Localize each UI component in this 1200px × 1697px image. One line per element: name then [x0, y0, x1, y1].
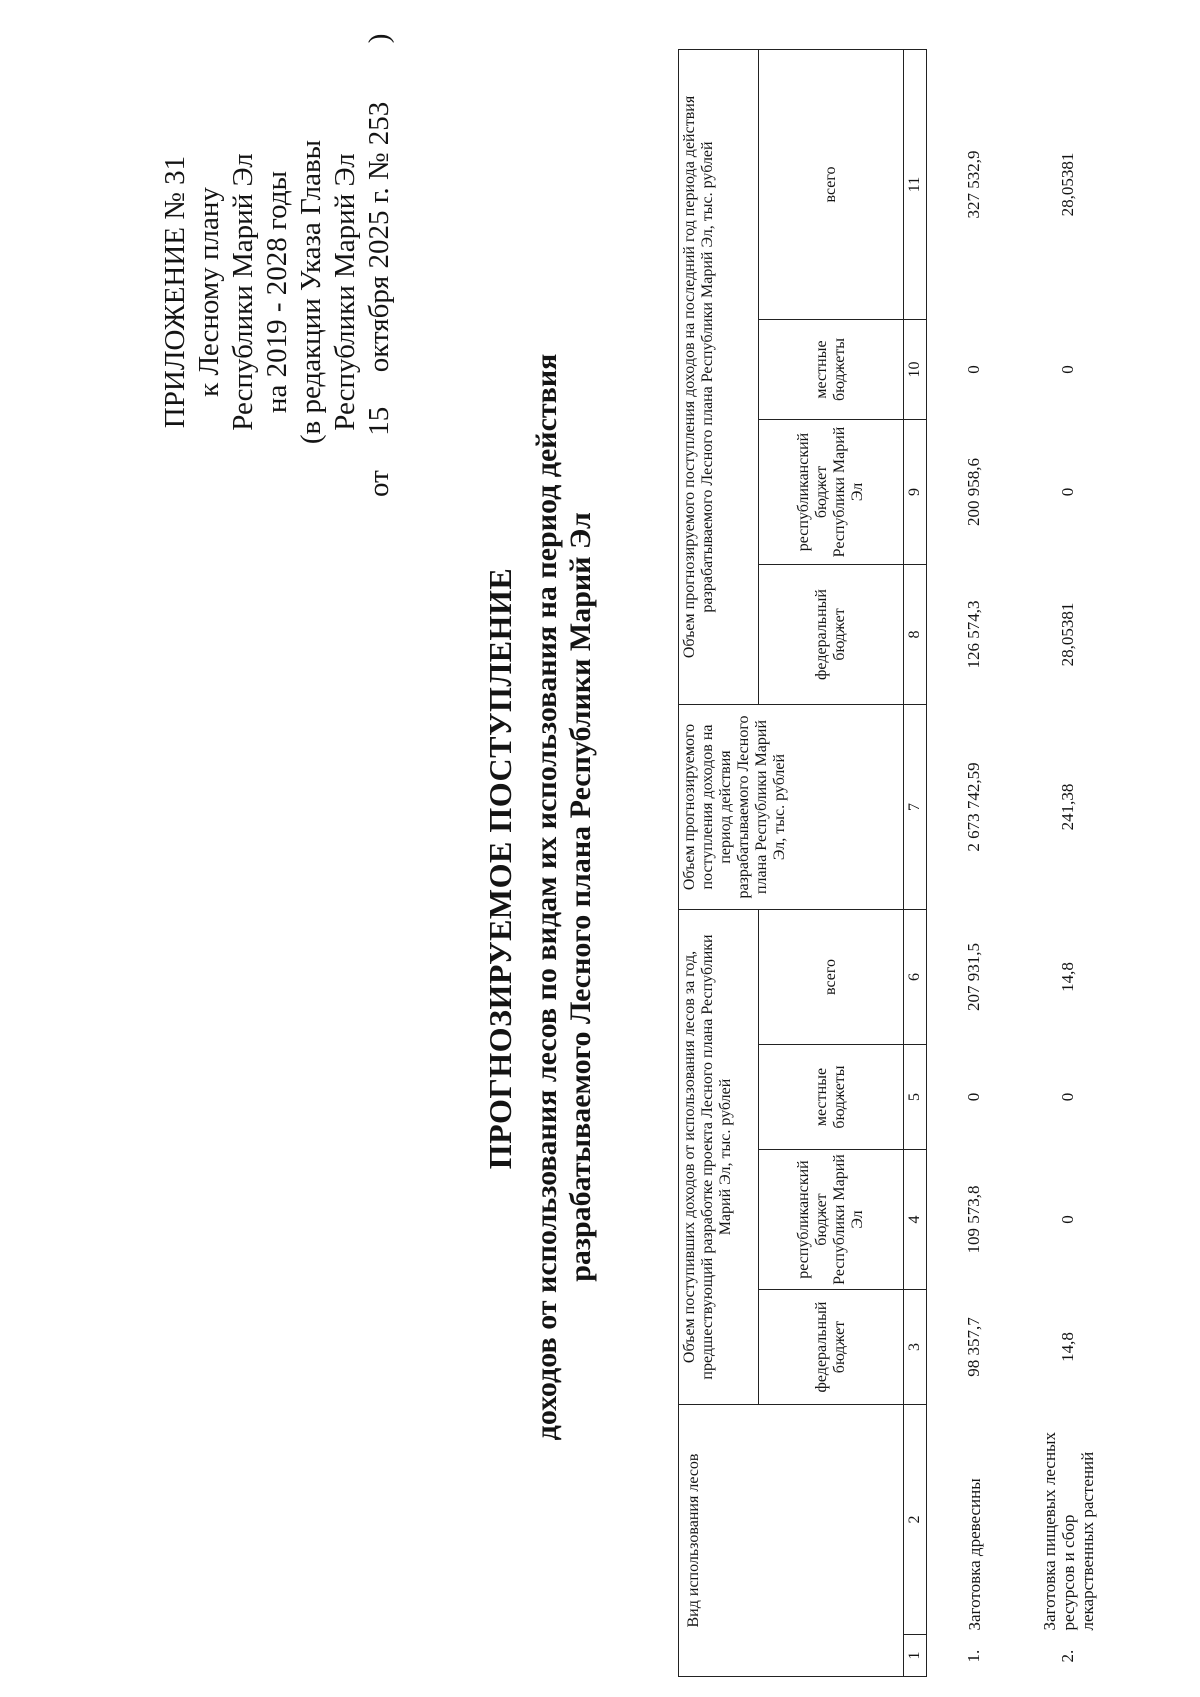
cell-total-last: 28,05381 [1058, 152, 1077, 217]
appendix-line: к Лесному плану [193, 187, 225, 397]
cell-local-prev: 0 [1058, 1092, 1077, 1102]
col-number: 2 [904, 1405, 927, 1635]
appendix-line: на 2019 - 2028 годы [261, 170, 293, 414]
appendix-block [158, 33, 396, 502]
document-subtitle [530, 197, 598, 1597]
document-title: ПРОГНОЗИРУЕМОЕ ПОСТУПЛЕНИЕ [482, 567, 518, 1170]
col-number: 11 [904, 49, 927, 319]
sub-header-federal: федеральный бюджет [759, 1290, 904, 1405]
row-type: Заготовка древесины [964, 1478, 984, 1631]
appendix-line: (в редакции Указа Главы [295, 139, 327, 445]
col-number: 6 [904, 909, 927, 1044]
subtitle-line-1: доходов от использования лесов по видам их использования на период действия [530, 353, 563, 1441]
sub-header-total: всего [759, 909, 904, 1044]
sub-header-total: всего [759, 49, 904, 319]
cell-republic-last: 200 958,6 [964, 457, 983, 526]
col-number: 3 [904, 1290, 927, 1405]
appendix-date-line [362, 33, 396, 502]
appendix-line: Республики Марий Эл [227, 153, 259, 431]
col-number: 1 [904, 1635, 927, 1677]
cell-total-prev: 14,8 [1058, 962, 1077, 992]
cell-federal-prev: 98 357,7 [964, 1317, 983, 1377]
subtitle-line-2: разрабатываемого Лесного плана Республики Марий Эл [564, 512, 597, 1282]
col-header-forecast-period: Объем прогнозируемого поступления доходов на период действия разрабатываемого Лесного плана Республики Марий Эл, тыс. рублей [679, 704, 904, 909]
cell-local-last: 0 [1058, 365, 1077, 374]
column-number-row [904, 49, 927, 1676]
sub-header-local: местные бюджеты [759, 1045, 904, 1150]
col-header-type: Вид использования лесов [679, 1405, 904, 1677]
sub-header-federal: федеральный бюджет [759, 564, 904, 704]
cell-local-last: 0 [964, 365, 983, 374]
row-number: 2. [1058, 1649, 1077, 1663]
col-number: 10 [904, 319, 927, 419]
date-prefix: от [363, 470, 395, 497]
appendix-title: ПРИЛОЖЕНИЕ № 31 [159, 155, 191, 429]
header-row-1 [679, 49, 759, 1676]
decree-number: 253 [363, 101, 395, 146]
appendix-line: Республики Марий Эл [329, 153, 361, 431]
col-number: 9 [904, 419, 927, 564]
closing-paren: ) [363, 33, 395, 44]
cell-federal-last: 28,05381 [1058, 602, 1077, 667]
cell-forecast-period: 241,38 [1058, 783, 1077, 831]
col-number: 5 [904, 1045, 927, 1150]
sub-header-republic: республиканский бюджет Республики Марий Эл [759, 1150, 904, 1290]
sub-header-republic: республиканский бюджет Республики Марий Эл [759, 419, 904, 564]
cell-federal-prev: 14,8 [1058, 1332, 1077, 1362]
col-header-prev-year: Объем поступивших доходов от использования лесов за год, предшествующий разработке проекта Лесного плана Республики Марий Эл, тыс. рублей [679, 909, 759, 1404]
col-number: 4 [904, 1150, 927, 1290]
cell-republic-prev: 109 573,8 [964, 1185, 983, 1254]
table-row [1021, 49, 1115, 1676]
income-table [678, 49, 1115, 1677]
cell-republic-prev: 0 [1058, 1215, 1077, 1224]
cell-republic-last: 0 [1058, 487, 1077, 497]
date-rest: октября 2025 г. № [363, 152, 395, 373]
row-type: Заготовка пищевых лесных ресурсов и сбор лекарственных растений [1039, 1432, 1097, 1631]
col-number: 7 [904, 704, 927, 909]
col-number: 8 [904, 564, 927, 704]
table-row [927, 49, 1022, 1676]
col-header-last-year: Объем прогнозируемого поступления доходов на последний год периода действия разрабатываемого Лесного плана Республики Марий Эл, тыс. рублей [679, 49, 759, 704]
row-number: 1. [964, 1649, 983, 1663]
cell-forecast-period: 2 673 742,59 [964, 762, 983, 852]
cell-federal-last: 126 574,3 [964, 600, 983, 669]
date-day: 15 [363, 406, 395, 436]
sub-header-local: местные бюджеты [759, 319, 904, 419]
cell-total-last: 327 532,9 [964, 150, 983, 219]
cell-total-prev: 207 931,5 [964, 943, 983, 1011]
cell-local-prev: 0 [964, 1092, 983, 1102]
